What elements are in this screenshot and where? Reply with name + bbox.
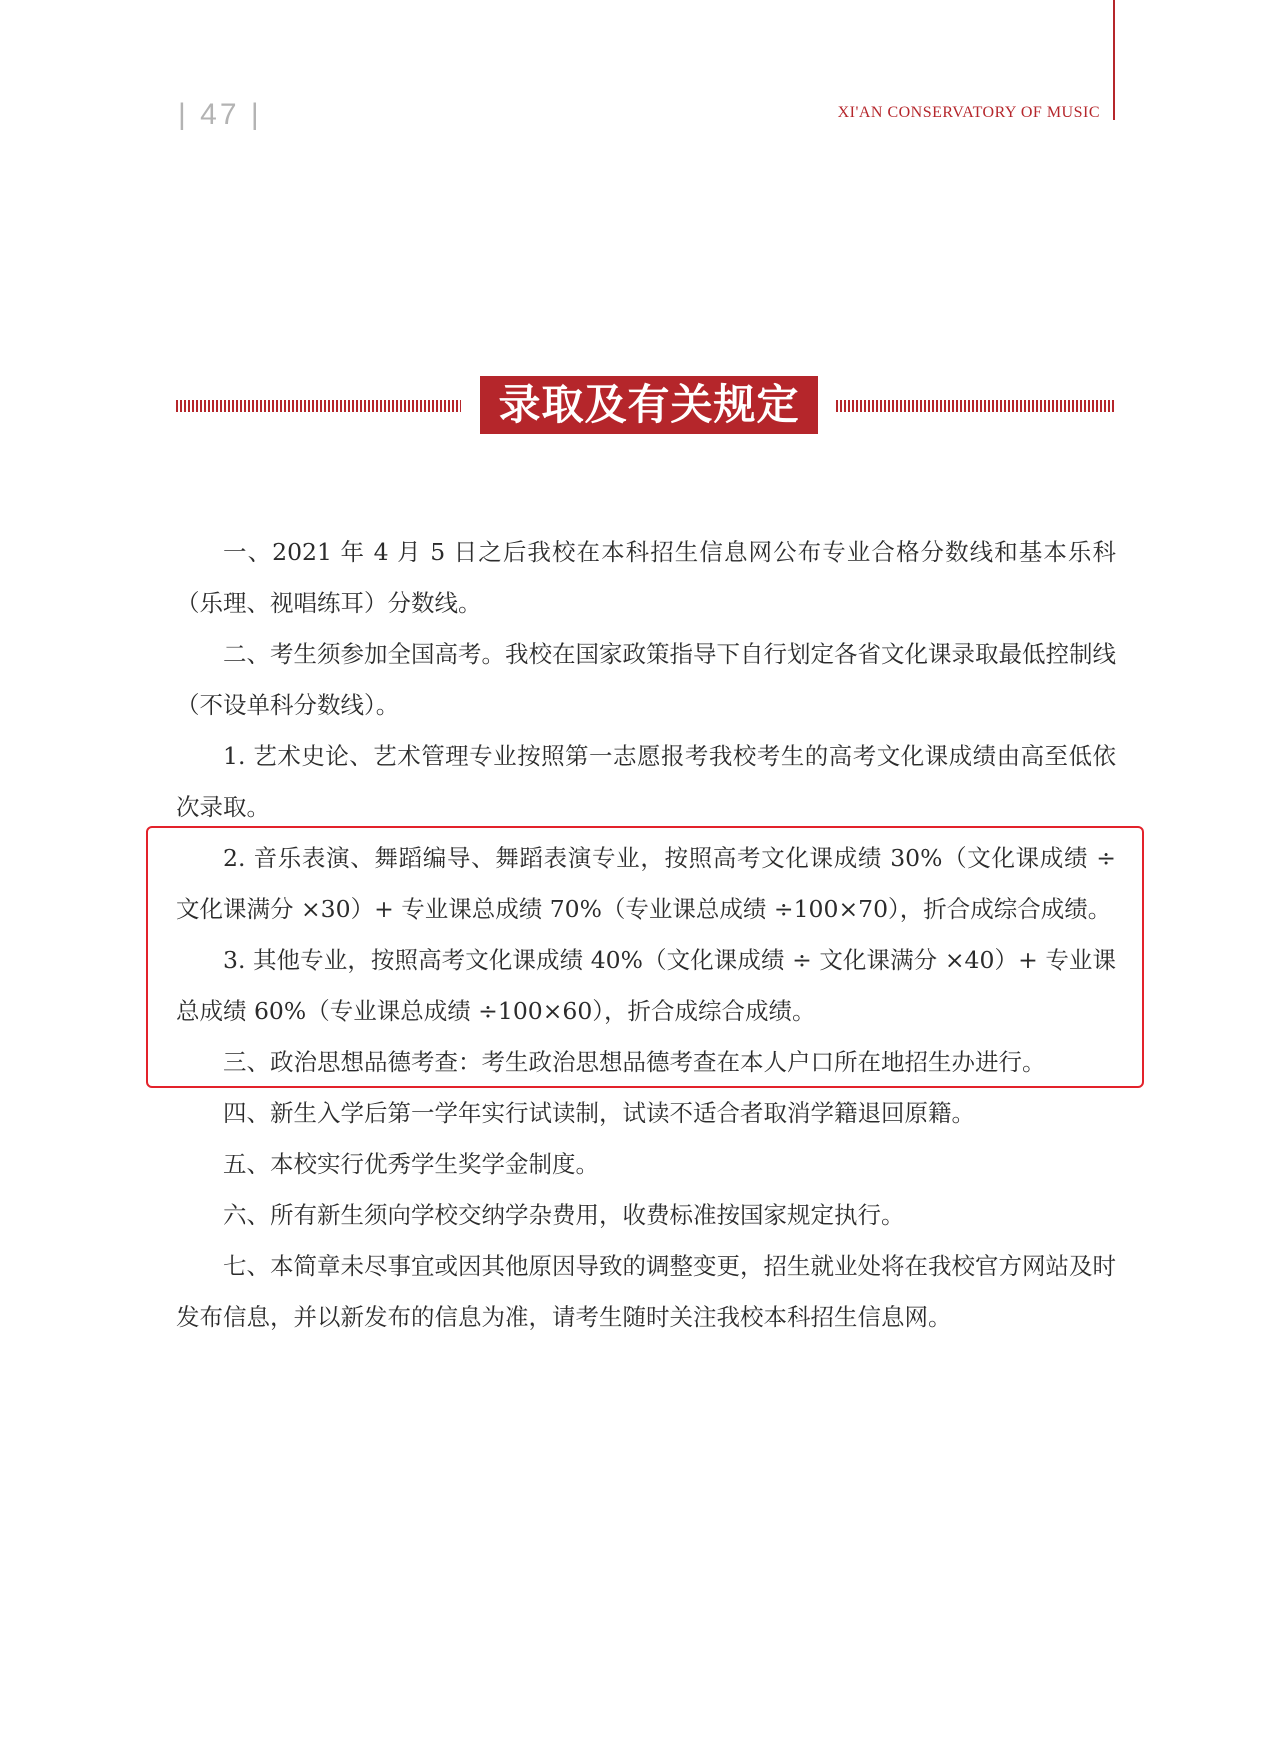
paragraph-3: 1. 艺术史论、艺术管理专业按照第一志愿报考我校考生的高考文化课成绩由高至低依次录取。 <box>176 742 1116 821</box>
paragraph-7: 四、新生入学后第一学年实行试读制，试读不适合者取消学籍退回原籍。 <box>223 1099 975 1127</box>
paragraph-10: 七、本简章未尽事宜或因其他原因导致的调整变更，招生就业处将在我校官方网站及时发布信息，并以新发布的信息为准，请考生随时关注我校本科招生信息网。 <box>176 1252 1116 1331</box>
title-rule-right <box>836 400 1116 412</box>
page-number: | 47 | <box>178 98 262 131</box>
paragraph-1: 一、2021 年 4 月 5 日之后我校在本科招生信息网公布专业合格分数线和基本乐科（乐理、视唱练耳）分数线。 <box>176 538 1116 617</box>
paragraph-2: 二、考生须参加全国高考。我校在国家政策指导下自行划定各省文化课录取最低控制线（不设单科分数线）。 <box>176 640 1116 719</box>
paragraph-6: 三、政治思想品德考查：考生政治思想品德考查在本人户口所在地招生办进行。 <box>223 1048 1046 1076</box>
highlight-box <box>146 826 1144 1088</box>
paragraph-4: 2. 音乐表演、舞蹈编导、舞蹈表演专业，按照高考文化课成绩 30%（文化课成绩 ÷ 文化课满分 ×30）+ 专业课总成绩 70%（专业课总成绩 ÷100×70），折合成综合成绩。 <box>176 844 1116 923</box>
header-divider <box>1113 0 1115 120</box>
paragraph-8: 五、本校实行优秀学生奖学金制度。 <box>223 1150 599 1178</box>
header-title: XI'AN CONSERVATORY OF MUSIC <box>837 104 1100 121</box>
paragraph-9: 六、所有新生须向学校交纳学杂费用，收费标准按国家规定执行。 <box>223 1201 905 1229</box>
title-rule-left <box>176 400 461 412</box>
section-title: 录取及有关规定 <box>480 376 818 434</box>
paragraph-5: 3. 其他专业，按照高考文化课成绩 40%（文化课成绩 ÷ 文化课满分 ×40）+ 专业课总成绩 60%（专业课总成绩 ÷100×60），折合成综合成绩。 <box>176 946 1116 1025</box>
